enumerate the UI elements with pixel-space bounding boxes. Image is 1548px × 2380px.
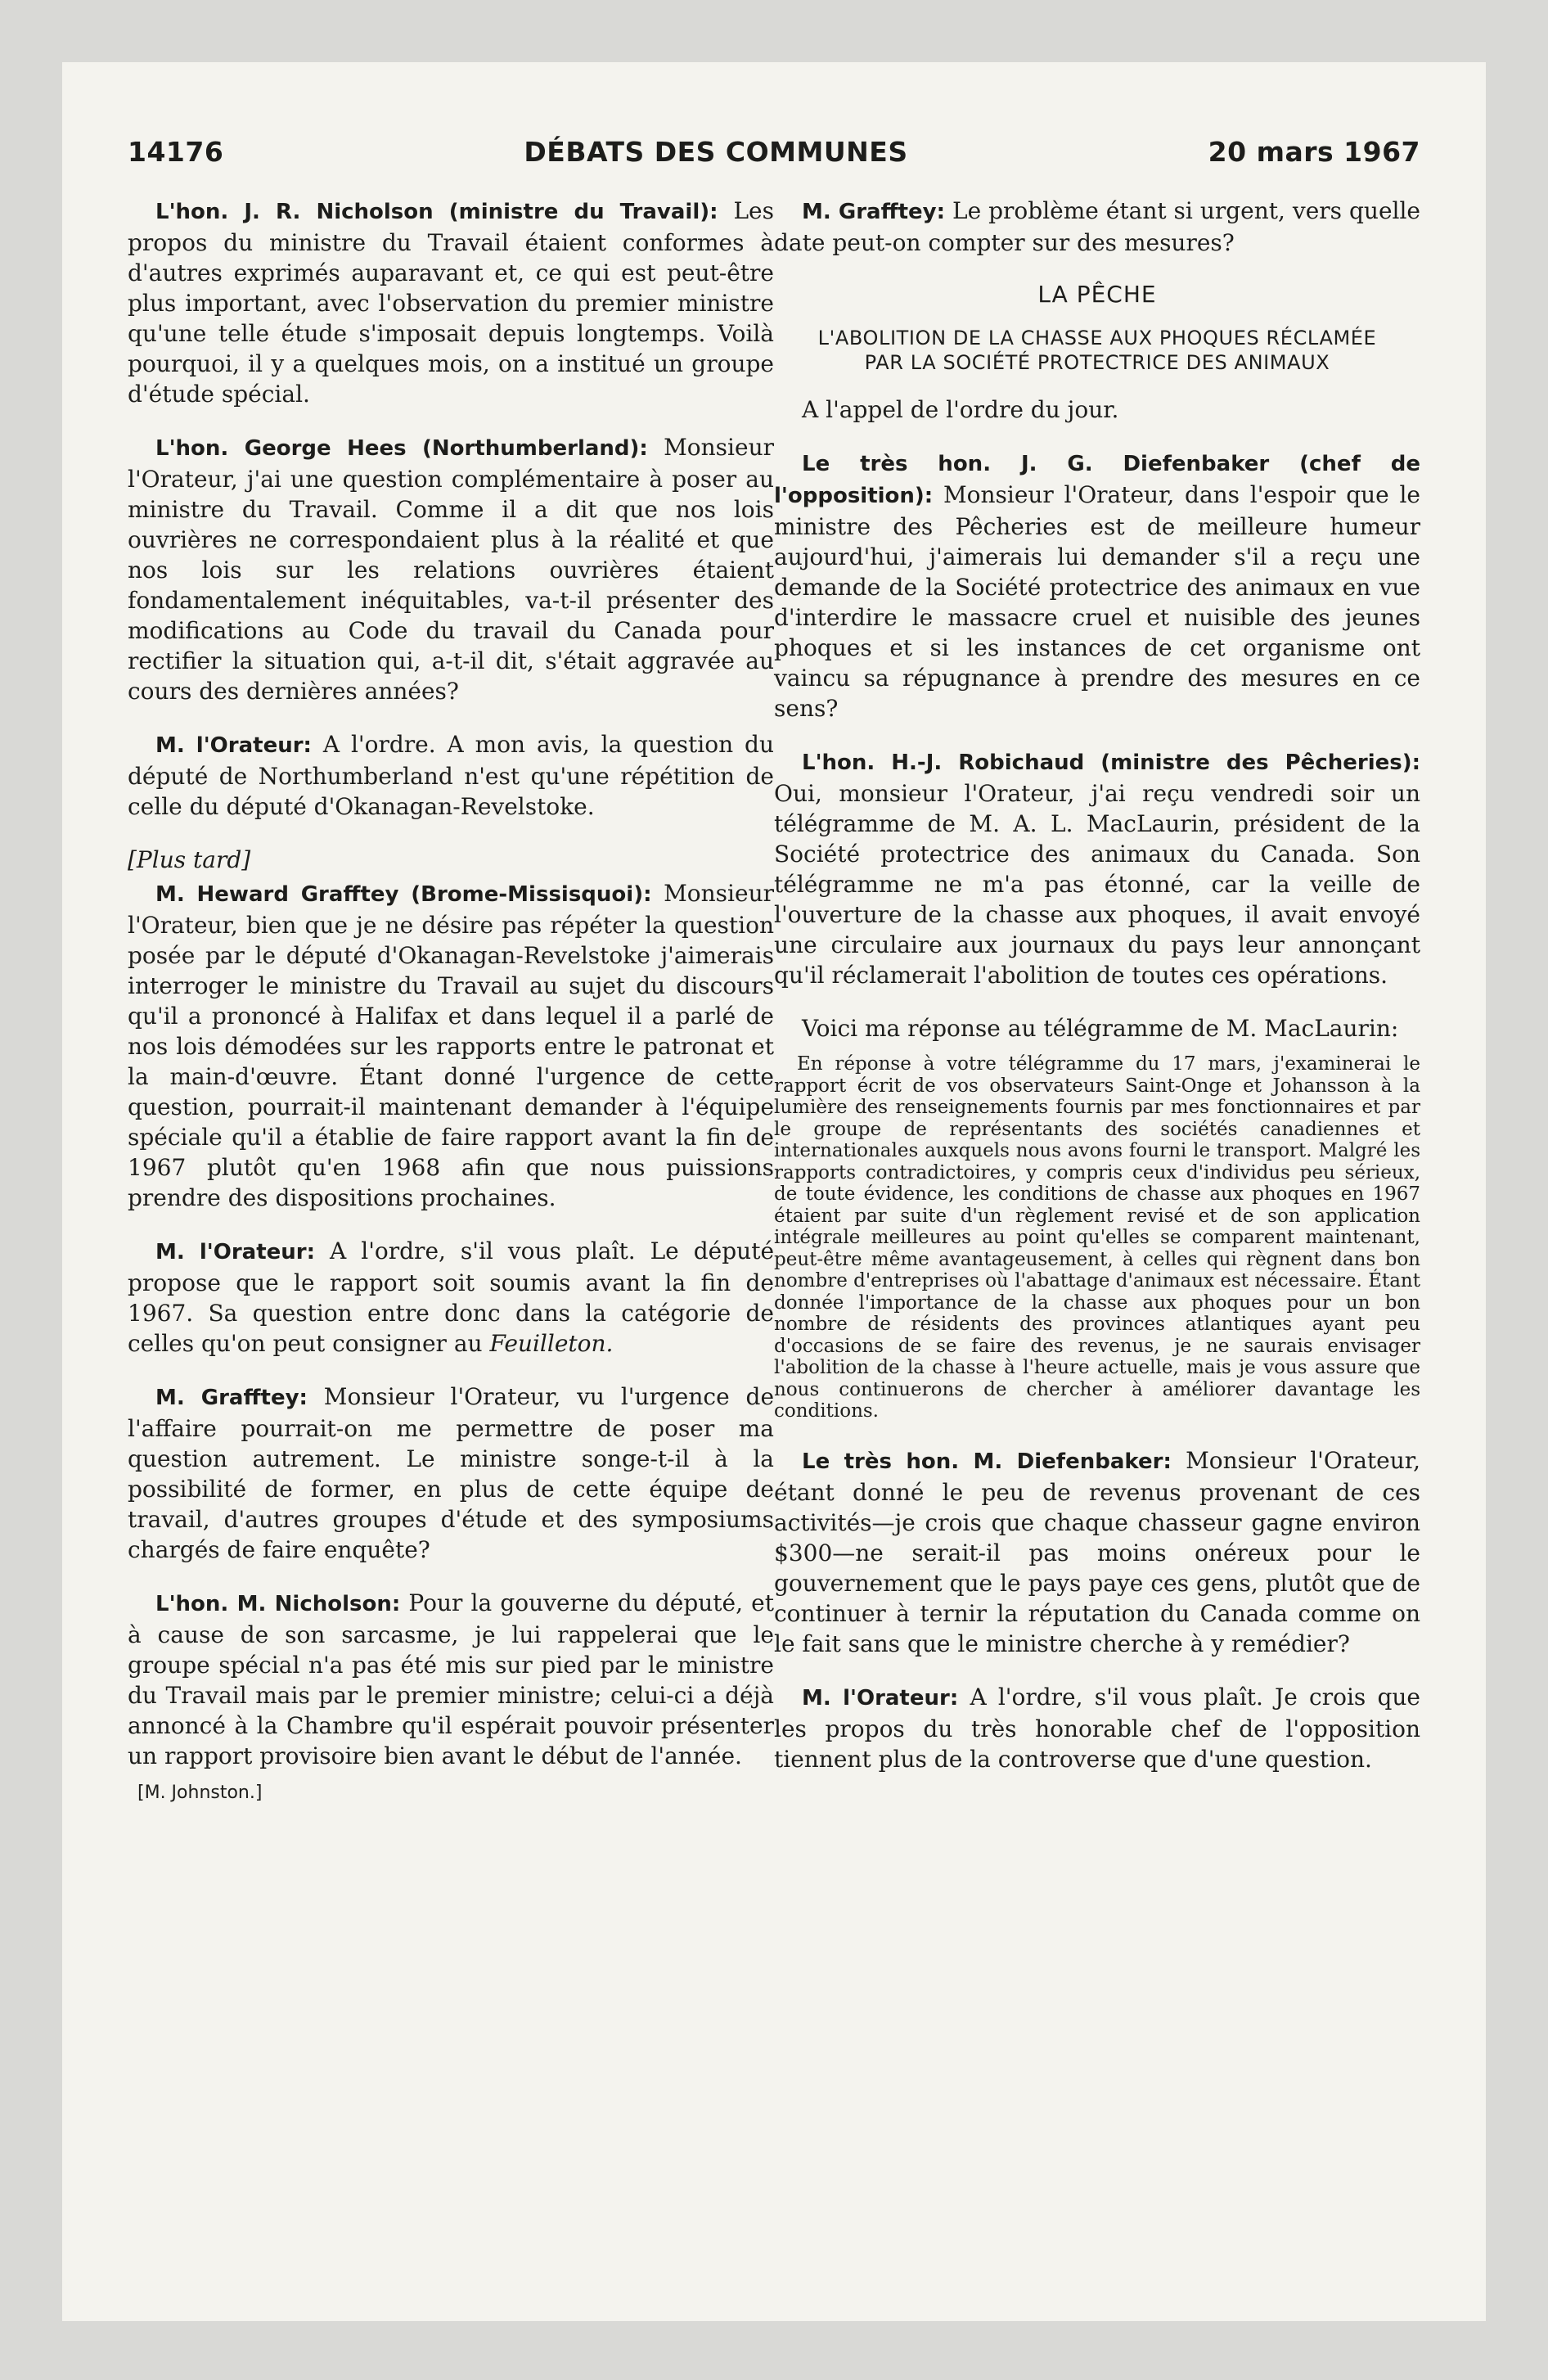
- page-date: 20 mars 1967: [1208, 136, 1420, 168]
- paragraph: [128, 878, 774, 1213]
- paragraph: [774, 448, 1420, 723]
- paragraph-text: Voici ma réponse au télégramme de M. MacLaurin:: [802, 1015, 1399, 1042]
- page-number: 14176: [128, 136, 224, 168]
- paragraph: [128, 1382, 774, 1565]
- paragraph-text: Monsieur l'Orateur, dans l'espoir que le ministre des Pêcheries est de meilleure humeur aujourd'hui, j'aimerais lui demander s'il a reçu une demande de la Société protectrice des animaux en vue d'interdire le massacre cruel et nuisible des jeunes phoques et si les instances de cet organisme ont vaincu sa répugnance à prendre des mesures en ce sens?: [774, 481, 1420, 722]
- speaker-name: Le très hon. M. Diefenbaker:: [802, 1449, 1172, 1474]
- subsection-heading: L'ABOLITION DE LA CHASSE AUX PHOQUES RÉCLAMÉE PAR LA SOCIÉTÉ PROTECTRICE DES ANIMAUX: [817, 327, 1377, 374]
- speaker-name: M. Grafftey:: [802, 200, 946, 224]
- section-title: LA PÊCHE: [1037, 281, 1157, 308]
- paragraph: [128, 196, 774, 409]
- paragraph: [128, 1588, 774, 1771]
- paragraph: [128, 729, 774, 822]
- paragraph-text: Pour la gouverne du député, et à cause de son sarcasme, je lui rappelerai que le groupe spécial n'a pas été mis sur pied par le ministre du Travail mais par le premier ministre; celui-ci a déjà annoncé à la Chambre qu'il espérait pouvoir présenter un rapport provisoire bien avant le début de l'année.: [128, 1589, 774, 1769]
- running-head: [128, 136, 1420, 168]
- speaker-name: M. Heward Grafftey (Brome-Missisquoi):: [155, 882, 652, 907]
- telegram-quote: En réponse à votre télégramme du 17 mars, j'examinerai le rapport écrit de vos observateurs Saint-Onge et Johansson à la lumière des renseignements fournis par mes fonctionnaires et par le groupe de représentants des sociétés canadiennes et internationales auxquels nous avons fourni le transport. Malgré les rapports contradictoires, y compris ceux d'individus peu sérieux, de toute évidence, les conditions de chasse aux phoques en 1967 étaient par suite d'un règlement revisé et de son application intégrale meilleures au point qu'elles se comparent maintenant, peut-être même avantageusement, à celles qui règnent dans bon nombre d'entreprises où l'abattage d'animaux est nécessaire. Étant donnée l'importance de la chasse aux phoques pour un bon nombre de résidents des provinces atlantiques ayant peu d'occasions de se faire des revenus, je ne saurais envisager l'abolition de la chasse à l'heure actuelle, mais je vous assure que nous continuerons de chercher à améliorer davantage les conditions.: [774, 1053, 1420, 1422]
- paragraph: [774, 1013, 1420, 1044]
- left-column: [128, 196, 774, 1803]
- paragraph-text: A l'ordre, s'il vous plaît. Je crois que les propos du très honorable chef de l'opposition tiennent plus de la controverse que d'une question.: [774, 1683, 1420, 1773]
- later-marker: [Plus tard]: [128, 846, 251, 873]
- paragraph-text: Le problème étant si urgent, vers quelle date peut-on compter sur des mesures?: [774, 197, 1420, 256]
- speaker-name: Le très hon. J. G. Diefenbaker (chef de l'opposition):: [774, 452, 1420, 508]
- speaker-name: L'hon. M. Nicholson:: [155, 1592, 401, 1616]
- publication-title: DÉBATS DES COMMUNES: [524, 136, 908, 168]
- paragraph: [774, 746, 1420, 990]
- speaker-name: M. l'Orateur:: [155, 733, 312, 758]
- speaker-name: L'hon. H.-J. Robichaud (ministre des Pêcheries):: [802, 751, 1420, 775]
- speaker-attribution: [M. Johnston.]: [137, 1783, 263, 1803]
- paragraph: [774, 1445, 1420, 1659]
- paragraph: [128, 1236, 774, 1359]
- paragraph-text: A l'ordre, s'il vous plaît. Le député propose que le rapport soit soumis avant la fin de 1967. Sa question entre donc dans la catégorie de celles qu'on peut consigner au: [128, 1237, 775, 1357]
- paragraph-text: Monsieur l'Orateur, j'ai une question complémentaire à poser au ministre du Travail. Comme il a dit que nos lois ouvrières ne correspondaient plus à la réalité et que nos lois sur les relations ouvrières étaient fondamentalement inéquitables, va-t-il présenter des modifications au Code du travail du Canada pour rectifier la situation qui, a-t-il dit, s'était aggravée au cours des dernières années?: [128, 434, 774, 705]
- paragraph: [774, 196, 1420, 258]
- speaker-name: M. l'Orateur:: [155, 1240, 316, 1264]
- paragraph-text: Monsieur l'Orateur, vu l'urgence de l'affaire pourrait-on me permettre de poser ma question autrement. Le ministre songe-t-il à la possibilité de former, en plus de cette équipe de travail, d'autres groupes d'étude et des symposiums chargés de faire enquête?: [128, 1383, 775, 1563]
- italic-term: Feuilleton.: [489, 1330, 614, 1357]
- speaker-name: M. l'Orateur:: [802, 1685, 959, 1711]
- speaker-name: L'hon. J. R. Nicholson (ministre du Travail):: [155, 200, 718, 224]
- order-of-day: A l'appel de l'ordre du jour.: [802, 396, 1119, 423]
- document-page: [62, 62, 1486, 2321]
- paragraph-text: Monsieur l'Orateur, bien que je ne désire pas répéter la question posée par le député d'Okanagan-Revelstoke j'aimerais interroger le ministre du Travail au sujet du discours qu'il a prononcé à Halifax et dans lequel il a parlé de nos lois démodées sur les rapports entre le patronat et la main-d'œuvre. Étant donné l'urgence de cette question, pourrait-il maintenant demander à l'équipe spéciale qu'il a établie de faire rapport avant la fin de 1967 plutôt qu'en 1968 afin que nous puissions prendre des dispositions prochaines.: [128, 880, 774, 1211]
- paragraph: [774, 1682, 1420, 1774]
- right-column: [774, 196, 1420, 1803]
- speaker-name: L'hon. George Hees (Northumberland):: [155, 436, 648, 461]
- speaker-name: M. Grafftey:: [155, 1386, 308, 1410]
- paragraph-text: Monsieur l'Orateur, étant donné le peu de revenus provenant de ces activités—je crois que chaque chasseur gagne environ $300—ne serait-il pas moins onéreux pour le gouvernement que le pays paye ces gens, plutôt que de continuer à ternir la réputation du Canada comme on le fait sans que le ministre cherche à y remédier?: [774, 1446, 1420, 1657]
- body-columns: [128, 196, 1420, 1803]
- paragraph: [128, 432, 774, 706]
- paragraph-text: Les propos du ministre du Travail étaient conformes à d'autres exprimés auparavant et, ce qui est peut-être plus important, avec l'observation du premier ministre qu'une telle étude s'imposait depuis longtemps. Voilà pourquoi, il y a quelques mois, on a institué un groupe d'étude spécial.: [128, 197, 774, 408]
- paragraph-text: Oui, monsieur l'Orateur, j'ai reçu vendredi soir un télégramme de M. A. L. MacLaurin, président de la Société protectrice des animaux du Canada. Son télégramme ne m'a pas étonné, car la veille de l'ouverture de la chasse aux phoques, il avait envoyé une circulaire aux journaux du pays leur annonçant qu'il réclamerait l'abolition de toutes ces opérations.: [774, 780, 1420, 989]
- paragraph-text: A l'ordre. A mon avis, la question du député de Northumberland n'est qu'une répétition de celle du député d'Okanagan-Revelstoke.: [128, 731, 775, 820]
